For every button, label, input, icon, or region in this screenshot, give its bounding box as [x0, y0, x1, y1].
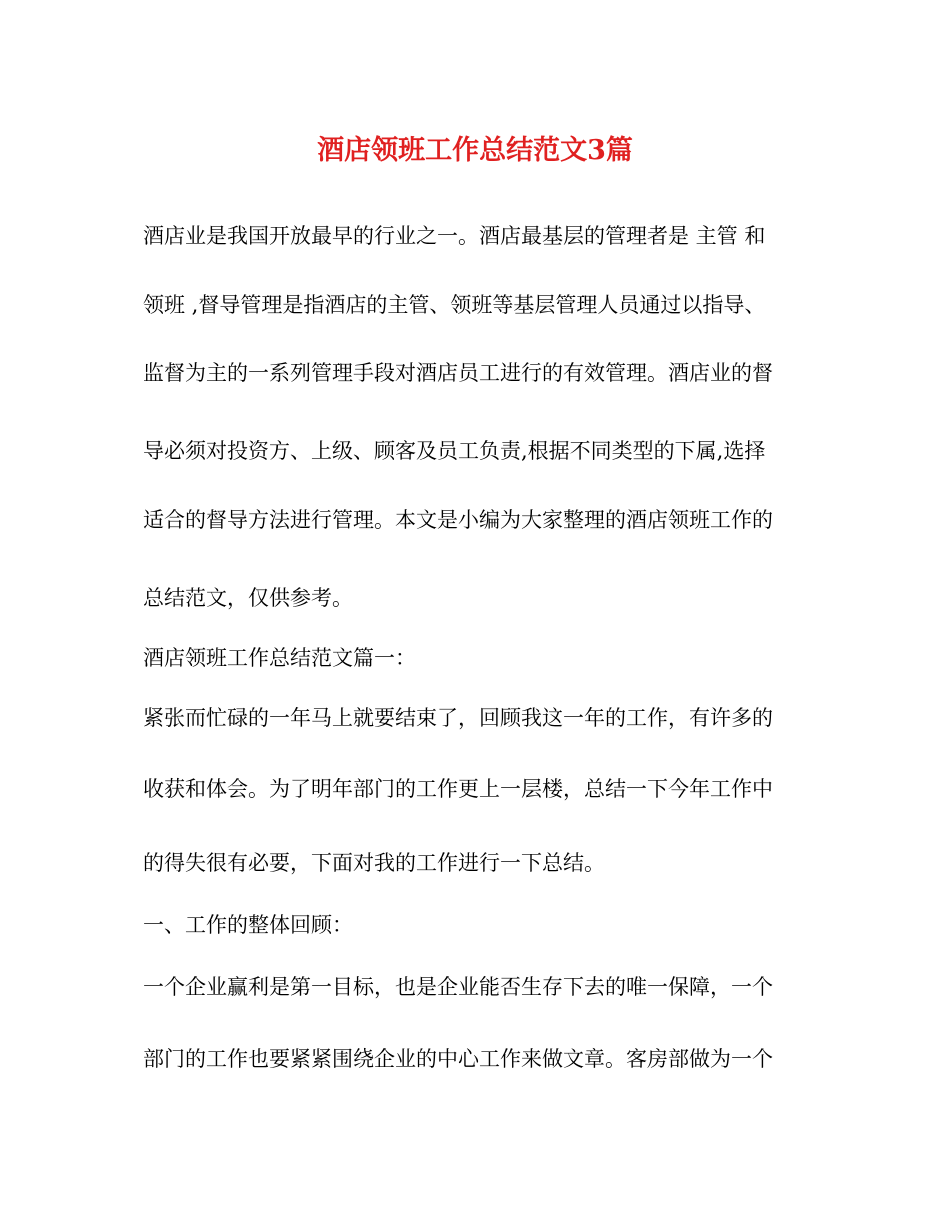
body-line: 一个企业赢利是第一目标，也是企业能否生存下去的唯一保障，一个	[143, 975, 773, 999]
body-line: 监督为主的一系列管理手段对酒店员工进行的有效管理。酒店业的督	[143, 361, 773, 385]
body-line: 总结范文，仅供参考。	[143, 586, 353, 610]
body-line: 紧张而忙碌的一年马上就要结束了，回顾我这一年的工作，有许多的	[143, 706, 773, 730]
body-line: 部门的工作也要紧紧围绕企业的中心工作来做文章。客房部做为一个	[143, 1047, 773, 1071]
section-heading: 酒店领班工作总结范文篇一：	[143, 646, 416, 670]
body-line: 导必须对投资方、上级、顾客及员工负责,根据不同类型的下属,选择	[143, 439, 766, 463]
document-title: 酒店领班工作总结范文3篇	[317, 135, 633, 166]
body-line: 收获和体会。为了明年部门的工作更上一层楼，总结一下今年工作中	[143, 777, 773, 801]
body-line: 领班 ,督导管理是指酒店的主管、领班等基层管理人员通过以指导、	[143, 293, 766, 317]
body-line: 的得失很有必要，下面对我的工作进行一下总结。	[143, 851, 605, 875]
body-line: 酒店业是我国开放最早的行业之一。酒店最基层的管理者是 主管 和	[143, 224, 766, 248]
body-line: 适合的督导方法进行管理。本文是小编为大家整理的酒店领班工作的	[143, 508, 773, 532]
section-heading: 一、工作的整体回顾：	[143, 913, 353, 937]
